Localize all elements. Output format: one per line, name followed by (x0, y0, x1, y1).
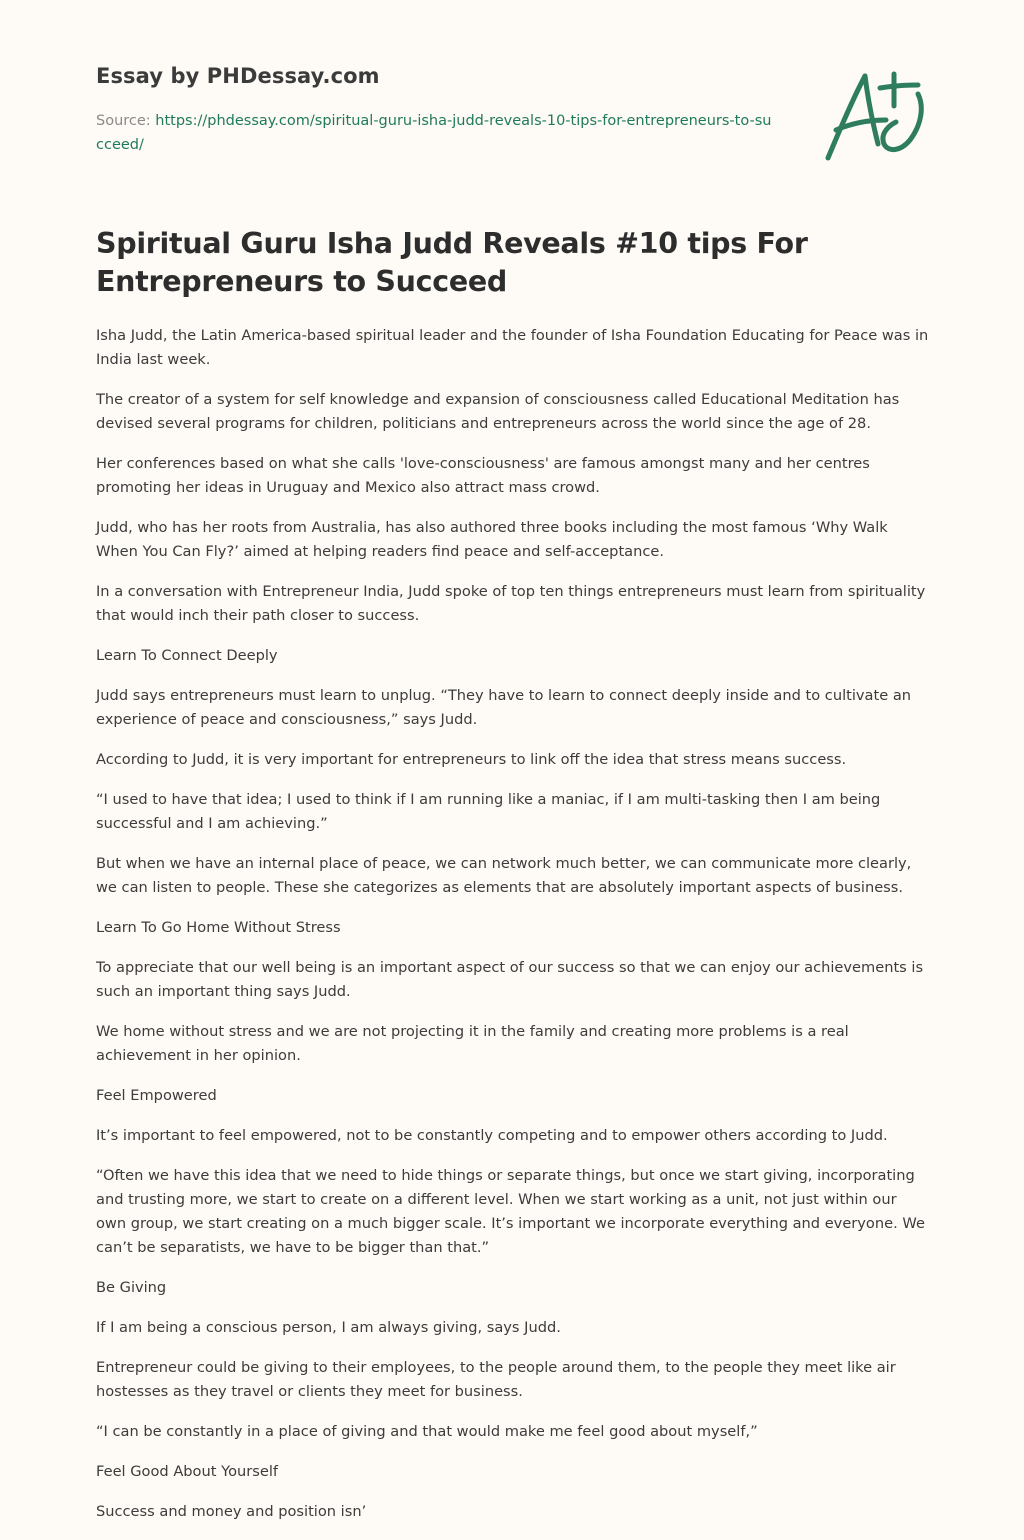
a-plus-logo-icon (818, 66, 930, 170)
paragraph: Her conferences based on what she calls 'love-consciousness' are famous amongst many and her centres promoting her ideas in Uruguay and Mexico also attract mass crowd. (96, 455, 870, 496)
essay-body (96, 324, 930, 1540)
paragraph: According to Judd, it is very important for entrepreneurs to link off the idea that stress means success. (96, 751, 847, 768)
source-link[interactable]: https://phdessay.com/spiritual-guru-isha-judd-reveals-10-tips-for-entrepreneurs-to-succeed/ (96, 113, 772, 153)
section-heading: Feel Empowered (96, 1087, 217, 1104)
section-heading: Learn To Go Home Without Stress (96, 919, 341, 936)
paragraph: “I used to have that idea; I used to think if I am running like a maniac, if I am multi-tasking then I am being successful and I am achieving.” (96, 791, 881, 832)
source-label: Source: (96, 113, 156, 129)
section-heading: Feel Good About Yourself (96, 1463, 279, 1480)
paragraph: Isha Judd, the Latin America-based spiritual leader and the founder of Isha Foundation Educating for Peace was in India last week. (96, 327, 929, 368)
paragraph: “I can be constantly in a place of giving and that would make me feel good about myself,” (96, 1423, 758, 1440)
source-line (96, 109, 776, 157)
section-heading: Learn To Connect Deeply (96, 647, 278, 664)
paragraph: Entrepreneur could be giving to their employees, to the people around them, to the people they meet like air hostesses as they travel or clients they meet for business. (96, 1359, 896, 1400)
site-brand: Essay by PHDessay.com (96, 64, 380, 88)
paragraph: Judd, who has her roots from Australia, has also authored three books including the most famous ‘Why Walk When You Can Fly?’ aimed at helping readers find peace and self-acceptance. (96, 519, 888, 560)
paragraph: “Often we have this idea that we need to hide things or separate things, but once we start giving, incorporating and trusting more, we start to create on a different level. When we start working as a unit, not just within our own group, we start creating on a much bigger scale. It’s important we incorporate everything and everyone. We can’t be separatists, we have to be bigger than that.” (96, 1167, 925, 1256)
essay-title: Spiritual Guru Isha Judd Reveals #10 tips For Entrepreneurs to Succeed (96, 227, 808, 298)
paragraph: Success and money and position isn’ (96, 1503, 367, 1520)
paragraph: To appreciate that our well being is an important aspect of our success so that we can enjoy our achievements is such an important thing says Judd. (96, 959, 924, 1000)
paragraph: Judd says entrepreneurs must learn to unplug. “They have to learn to connect deeply inside and to cultivate an experience of peace and consciousness,” says Judd. (96, 687, 912, 728)
paragraph: If I am being a conscious person, I am always giving, says Judd. (96, 1319, 561, 1336)
section-heading: Be Giving (96, 1279, 167, 1296)
paragraph: The creator of a system for self knowledge and expansion of consciousness called Educational Meditation has devised several programs for children, politicians and entrepreneurs across the world since the age of 28. (96, 391, 900, 432)
paragraph: We home without stress and we are not projecting it in the family and creating more problems is a real achievement in her opinion. (96, 1023, 849, 1064)
paragraph: In a conversation with Entrepreneur India, Judd spoke of top ten things entrepreneurs must learn from spirituality that would inch their path closer to success. (96, 583, 926, 624)
paragraph: It’s important to feel empowered, not to be constantly competing and to empower others according to Judd. (96, 1127, 888, 1144)
paragraph: But when we have an internal place of peace, we can network much better, we can communicate more clearly, we can listen to people. These she categorizes as elements that are absolutely important aspects of business. (96, 855, 912, 896)
